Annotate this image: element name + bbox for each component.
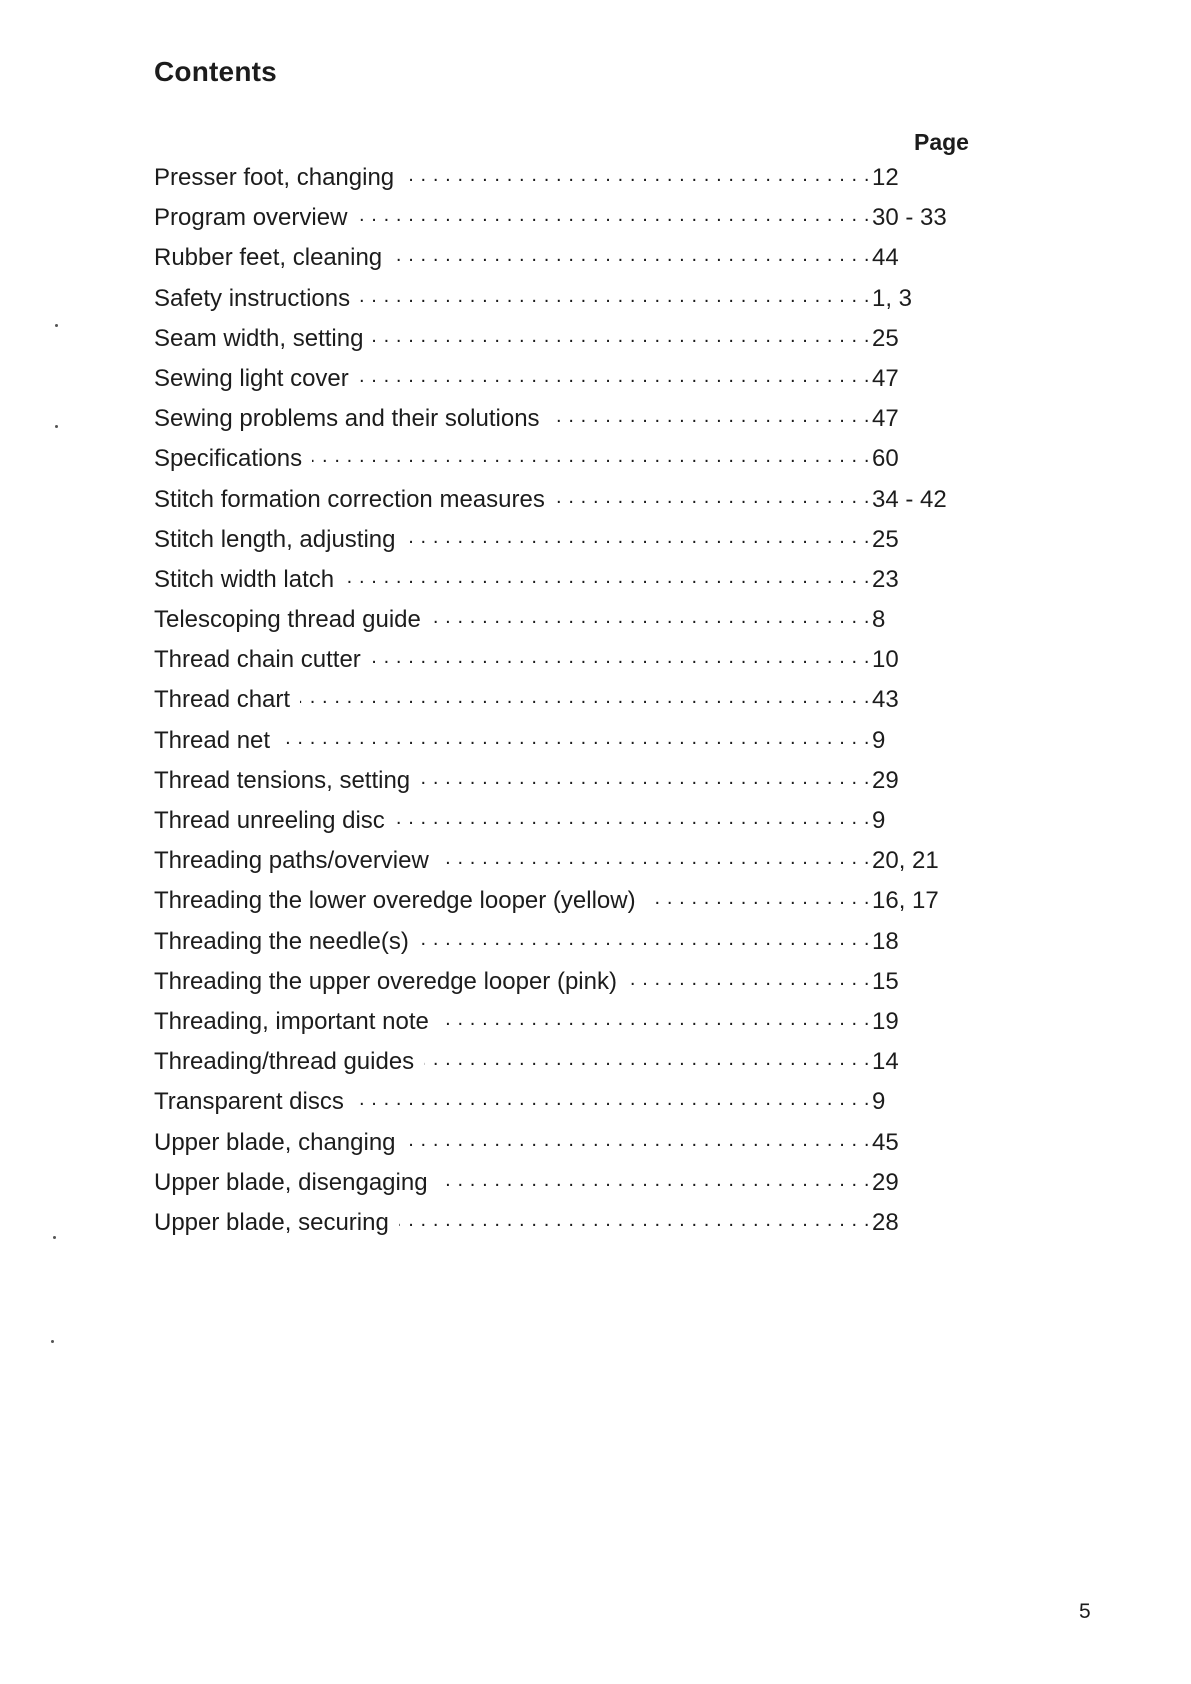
toc-entry <box>154 887 1034 927</box>
dot-leader <box>280 728 870 748</box>
toc-entry <box>154 928 1034 968</box>
dot-leader <box>424 1049 870 1069</box>
toc-entry <box>154 727 1034 767</box>
toc-entry-page: 9 <box>872 807 886 834</box>
toc-entry-label: Safety instructions <box>154 284 351 312</box>
toc-entry-page: 25 <box>872 525 899 553</box>
toc-entry-page: 60 <box>872 445 899 473</box>
toc-entry-label: Telescoping thread guide <box>154 606 421 634</box>
toc-entry-page: 8 <box>872 606 886 634</box>
toc-entry-page: 10 <box>872 646 899 674</box>
toc-entry-page: 16, 17 <box>872 887 939 915</box>
toc-entry <box>154 847 1034 887</box>
dot-leader <box>360 286 870 306</box>
toc-entry-label: Specifications <box>154 445 303 473</box>
toc-entry-label: Thread unreeling disc <box>154 807 385 834</box>
toc-entry-page: 20, 21 <box>872 847 939 875</box>
toc-entry <box>154 486 1034 526</box>
dot-leader <box>312 446 870 466</box>
dot-leader <box>439 1009 870 1029</box>
toc-entry <box>154 405 1034 445</box>
dot-leader <box>438 1170 870 1190</box>
toc-entry-label: Thread net <box>154 726 271 754</box>
toc-entry-label: Seam width, setting <box>154 324 364 352</box>
dot-leader <box>399 1210 870 1230</box>
toc-entry-label: Threading/thread guides <box>154 1048 415 1076</box>
toc-entry-page: 28 <box>872 1208 899 1236</box>
toc-entry-label: Stitch length, adjusting <box>154 525 396 553</box>
toc-entry-label: Threading paths/overview <box>154 847 429 875</box>
dot-leader <box>373 326 870 346</box>
toc-entry <box>154 1169 1034 1209</box>
toc-entry-label: Threading the upper overedge looper (pink) <box>154 967 617 995</box>
toc-entry <box>154 1048 1034 1088</box>
toc-entry <box>154 1129 1034 1169</box>
toc-entry <box>154 646 1034 686</box>
toc-entry <box>154 164 1034 204</box>
dot-leader <box>419 929 870 949</box>
toc-entry-label: Threading the needle(s) <box>154 927 409 955</box>
toc-entry <box>154 566 1034 606</box>
toc-entry-label: Stitch formation correction measures <box>154 485 545 513</box>
toc-entry <box>154 767 1034 807</box>
toc-entry-page: 30 - 33 <box>872 204 947 232</box>
page-title: Contents <box>154 56 277 87</box>
toc-entry-label: Program overview <box>154 204 348 232</box>
toc-entry <box>154 204 1034 244</box>
toc-entry-page: 12 <box>872 164 899 191</box>
toc-entry-label: Upper blade, securing <box>154 1208 389 1236</box>
toc-entry <box>154 1008 1034 1048</box>
contents-list <box>154 164 1034 1249</box>
toc-entry-page: 23 <box>872 565 899 593</box>
toc-entry <box>154 325 1034 365</box>
toc-entry-page: 1, 3 <box>872 284 913 312</box>
dot-leader <box>300 687 870 707</box>
dot-leader <box>344 567 870 587</box>
toc-entry-page: 9 <box>872 1088 886 1116</box>
dot-leader <box>371 647 870 667</box>
toc-entry-page: 44 <box>872 244 899 272</box>
toc-entry-label: Presser foot, changing <box>154 164 395 191</box>
dot-leader <box>395 808 870 828</box>
toc-entry-page: 19 <box>872 1007 899 1035</box>
toc-entry-page: 18 <box>872 927 899 955</box>
dot-leader <box>406 527 871 547</box>
dot-leader <box>392 245 870 265</box>
dot-leader <box>627 969 870 989</box>
dot-leader <box>404 165 870 185</box>
toc-entry <box>154 285 1034 325</box>
toc-entry-page: 29 <box>872 766 899 794</box>
toc-entry-page: 34 - 42 <box>872 485 947 513</box>
dot-leader <box>420 768 870 788</box>
toc-entry-label: Sewing problems and their solutions <box>154 405 540 433</box>
toc-entry <box>154 686 1034 726</box>
toc-entry <box>154 526 1034 566</box>
toc-entry <box>154 244 1034 284</box>
toc-entry <box>154 968 1034 1008</box>
toc-entry <box>154 445 1034 485</box>
dot-leader <box>555 487 870 507</box>
toc-entry-label: Sewing light cover <box>154 364 349 392</box>
toc-entry-page: 14 <box>872 1048 899 1076</box>
toc-entry <box>154 807 1034 847</box>
toc-entry-page: 29 <box>872 1168 899 1196</box>
toc-entry <box>154 606 1034 646</box>
toc-entry-page: 43 <box>872 686 899 714</box>
toc-entry-label: Thread chart <box>154 686 291 714</box>
toc-entry-page: 9 <box>872 726 886 754</box>
margin-dot <box>51 1340 54 1343</box>
dot-leader <box>406 1130 870 1150</box>
toc-entry <box>154 365 1034 405</box>
toc-entry-label: Upper blade, disengaging <box>154 1168 428 1196</box>
toc-entry-label: Thread chain cutter <box>154 646 361 674</box>
margin-dot <box>55 425 58 428</box>
toc-entry-page: 15 <box>872 967 899 995</box>
toc-entry <box>154 1209 1034 1249</box>
margin-dot <box>53 1236 56 1239</box>
dot-leader <box>439 848 870 868</box>
dot-leader <box>359 366 870 386</box>
toc-entry-label: Transparent discs <box>154 1088 344 1116</box>
dot-leader <box>357 205 870 225</box>
dot-leader <box>646 888 870 908</box>
margin-dot <box>55 324 58 327</box>
page-column-header: Page <box>914 129 969 155</box>
dot-leader <box>550 406 870 426</box>
toc-entry-page: 25 <box>872 324 899 352</box>
toc-entry-label: Threading, important note <box>154 1007 429 1035</box>
dot-leader <box>354 1089 870 1109</box>
toc-entry-page: 45 <box>872 1128 899 1156</box>
toc-entry-page: 47 <box>872 405 899 433</box>
toc-entry-label: Stitch width latch <box>154 565 335 593</box>
toc-entry-label: Thread tensions, setting <box>154 766 411 794</box>
dot-leader <box>431 607 870 627</box>
toc-entry-page: 47 <box>872 364 899 392</box>
toc-entry-label: Rubber feet, cleaning <box>154 244 383 272</box>
page-number: 5 <box>1079 1600 1091 1623</box>
toc-entry-label: Threading the lower overedge looper (yellow) <box>154 887 636 915</box>
toc-entry <box>154 1088 1034 1128</box>
toc-entry-label: Upper blade, changing <box>154 1128 396 1156</box>
